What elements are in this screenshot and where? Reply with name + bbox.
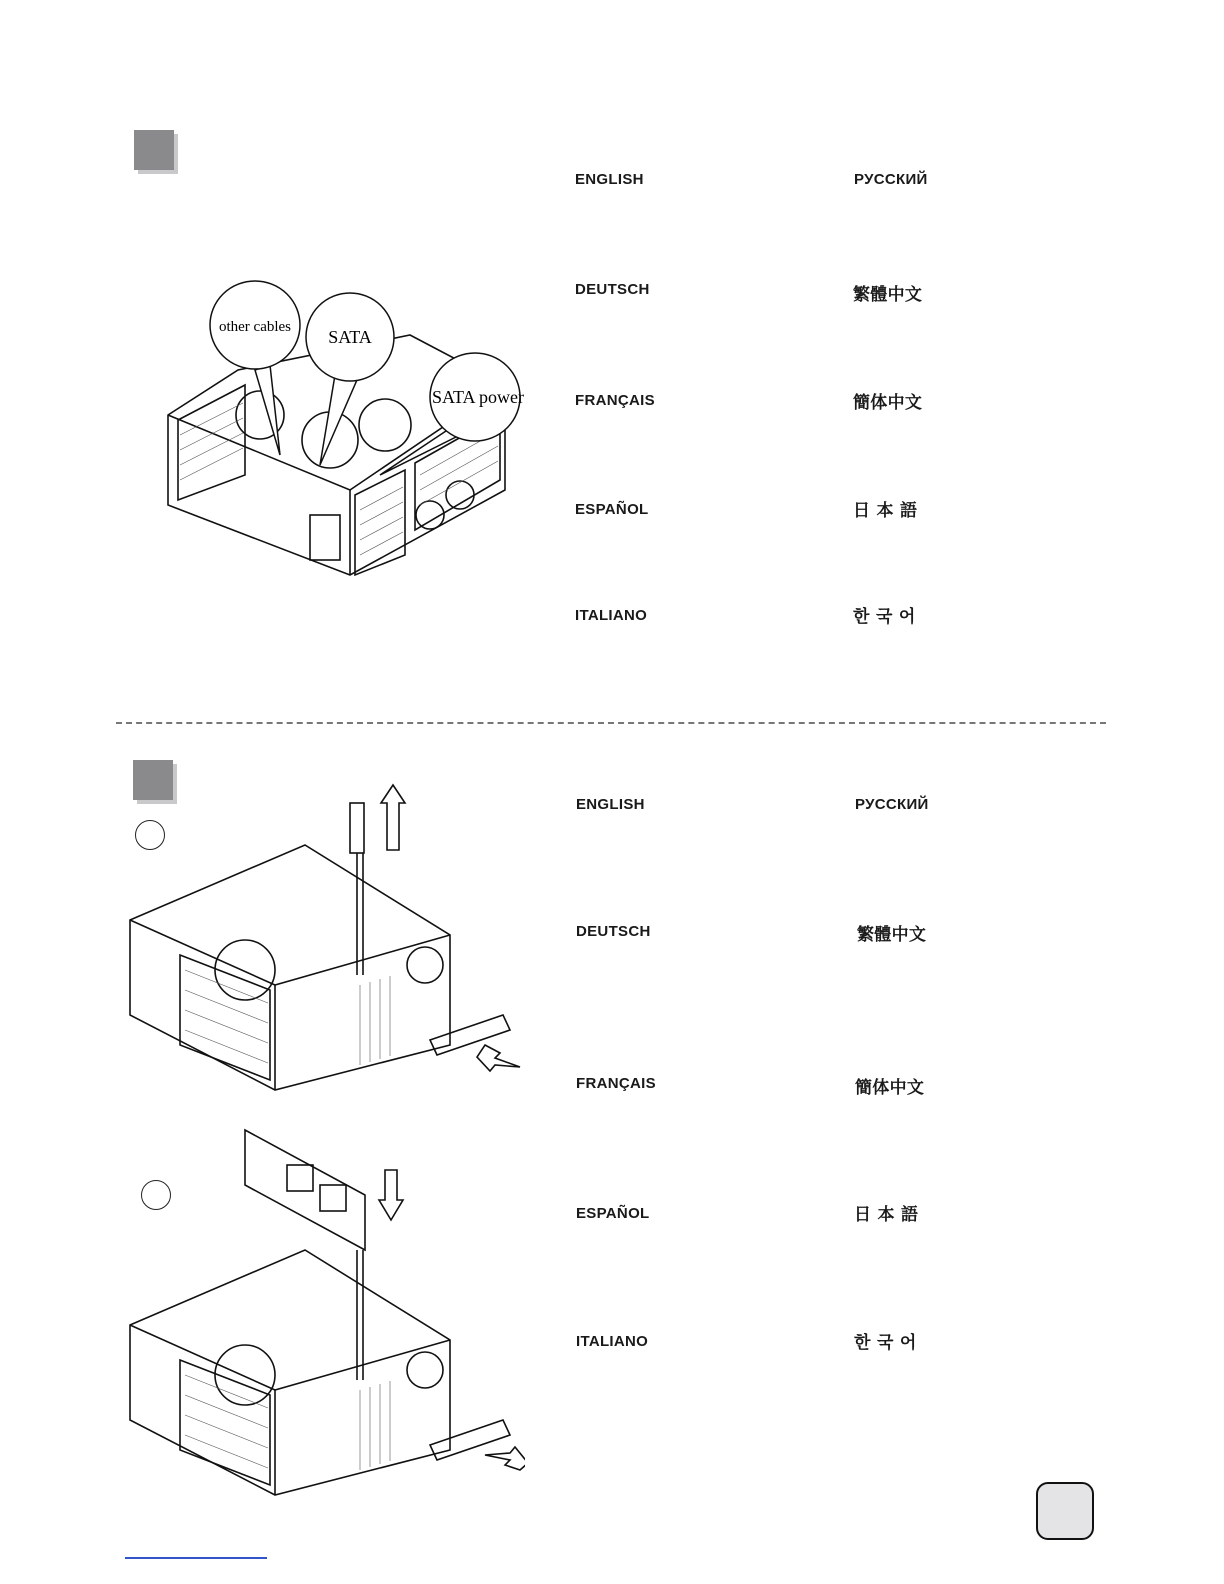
card-install-illustration	[125, 1125, 525, 1500]
section2-lang-korean: 한 국 어	[854, 1333, 917, 1353]
page-number-box	[1036, 1482, 1094, 1540]
cable-routing-illustration	[160, 275, 530, 595]
section2-lang-japanese: 日 本 語	[854, 1205, 919, 1225]
section2-lang-russian: РУССКИЙ	[855, 796, 929, 813]
section1-lang-italiano: ITALIANO	[575, 607, 648, 624]
section2-lang-francais: FRANÇAIS	[576, 1075, 656, 1092]
section1-lang-traditional-chinese: 繁體中文	[853, 285, 923, 305]
section1-lang-deutsch: DEUTSCH	[575, 281, 650, 298]
section2-lang-simplified-chinese: 簡体中文	[855, 1078, 925, 1098]
callout-sata: SATA	[328, 327, 372, 347]
section2-lang-english: ENGLISH	[576, 796, 645, 813]
section2-lang-traditional-chinese: 繁體中文	[857, 925, 927, 945]
step-1-marker	[134, 130, 174, 170]
section1-lang-francais: FRANÇAIS	[575, 392, 655, 409]
section1-lang-simplified-chinese: 簡体中文	[853, 393, 923, 413]
section1-lang-korean: 한 국 어	[853, 607, 916, 627]
section1-lang-russian: РУССКИЙ	[854, 171, 928, 188]
link-underline	[125, 1557, 267, 1559]
section2-lang-italiano: ITALIANO	[576, 1333, 649, 1350]
section2-lang-espanol: ESPAÑOL	[576, 1205, 650, 1222]
section2-lang-deutsch: DEUTSCH	[576, 923, 651, 940]
section1-lang-english: ENGLISH	[575, 171, 644, 188]
callout-sata-power: SATA power	[431, 387, 525, 407]
callout-other-cables: other cables	[218, 319, 292, 335]
section1-lang-espanol: ESPAÑOL	[575, 501, 649, 518]
section-divider	[116, 722, 1106, 724]
card-removal-illustration	[125, 775, 525, 1095]
section1-lang-japanese: 日 本 語	[853, 501, 918, 521]
